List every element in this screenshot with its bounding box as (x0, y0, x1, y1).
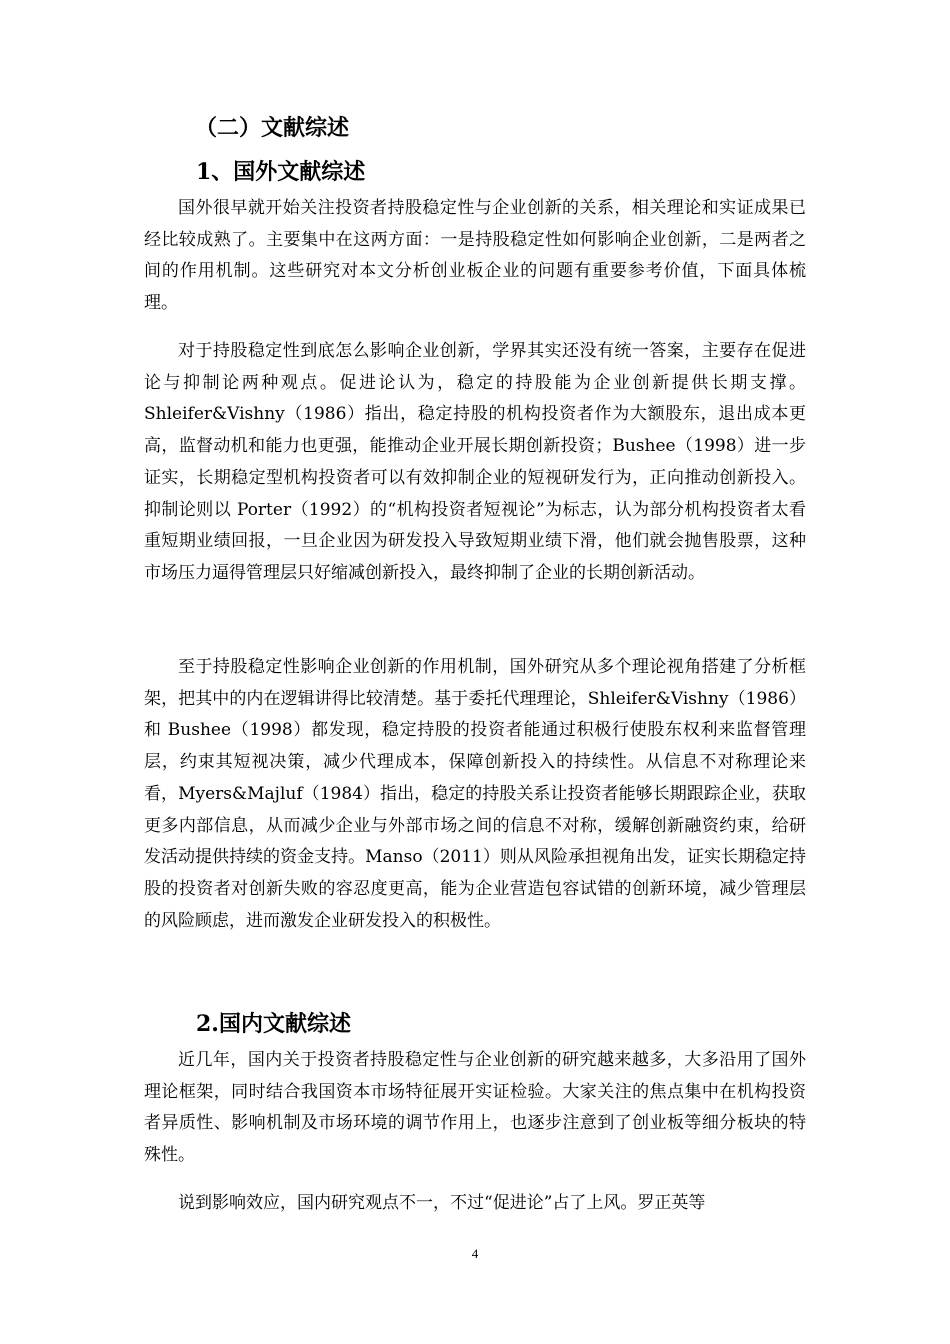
section-heading: （二）文献综述 (195, 115, 350, 141)
paragraph-effect-debate: 对于持股稳定性到底怎么影响企业创新，学界其实还没有统一答案，主要存在促进论与抑制论两种观点。促进论认为，稳定的持股能为企业创新提供长期支撑。Shleifer&Vishny（1986）指出，稳定持股的机构投资者作为大额股东，退出成本更高，监督动机和能力也更强，能推动企业开展长期创新投资；Bushee（1998）进一步证实，长期稳定型机构投资者可以有效抑制企业的短视研发行为，正向推动创新投入。抑制论则以 Porter（1992）的“机构投资者短视论”为标志，认为部分机构投资者太看重短期业绩回报，一旦企业因为研发投入导致短期业绩下滑，他们就会抛售股票，这种市场压力逼得管理层只好缩减创新投入，最终抑制了企业的长期创新活动。 (144, 341, 806, 583)
paragraph-mechanism: 至于持股稳定性影响企业创新的作用机制，国外研究从多个理论视角搭建了分析框架，把其中的内在逻辑讲得比较清楚。基于委托代理理论，Shleifer&Vishny（1986）和 Bushee（1998）都发现，稳定持股的投资者能通过积极行使股东权利来监督管理层，约束其短视决策，减少代理成本，保障创新投入的持续性。从信息不对称理论来看，Myers&Majluf（1984）指出，稳定的持股关系让投资者能够长期跟踪企业，获取更多内部信息，从而减少企业与外部市场之间的信息不对称，缓解创新融资约束，给研发活动提供持续的资金支持。Manso（2011）则从风险承担视角出发，证实长期稳定持股的投资者对创新失败的容忍度更高，能为企业营造包容试错的创新环境，减少管理层的风险顾虑，进而激发企业研发投入的积极性。 (144, 657, 806, 931)
paragraph-foreign-intro: 国外很早就开始关注投资者持股稳定性与企业创新的关系，相关理论和实证成果已经比较成熟了。主要集中在这两方面：一是持股稳定性如何影响企业创新，二是两者之间的作用机制。这些研究对本文分析创业板企业的问题有重要参考价值，下面具体梳理。 (144, 198, 806, 314)
paragraph-domestic-effect: 说到影响效应，国内研究观点不一，不过“促进论”占了上风。罗正英等 (178, 1193, 706, 1213)
page-number: 4 (471, 1246, 479, 1261)
paragraph-domestic-intro: 近几年，国内关于投资者持股稳定性与企业创新的研究越来越多，大多沿用了国外理论框架，同时结合我国资本市场特征展开实证检验。大家关注的焦点集中在机构投资者异质性、影响机制及市场环境的调节作用上，也逐步注意到了创业板等细分板块的特殊性。 (144, 1050, 806, 1166)
foreign-literature-heading: 1、国外文献综述 (196, 159, 366, 185)
domestic-literature-heading: 2.国内文献综述 (196, 1011, 351, 1037)
